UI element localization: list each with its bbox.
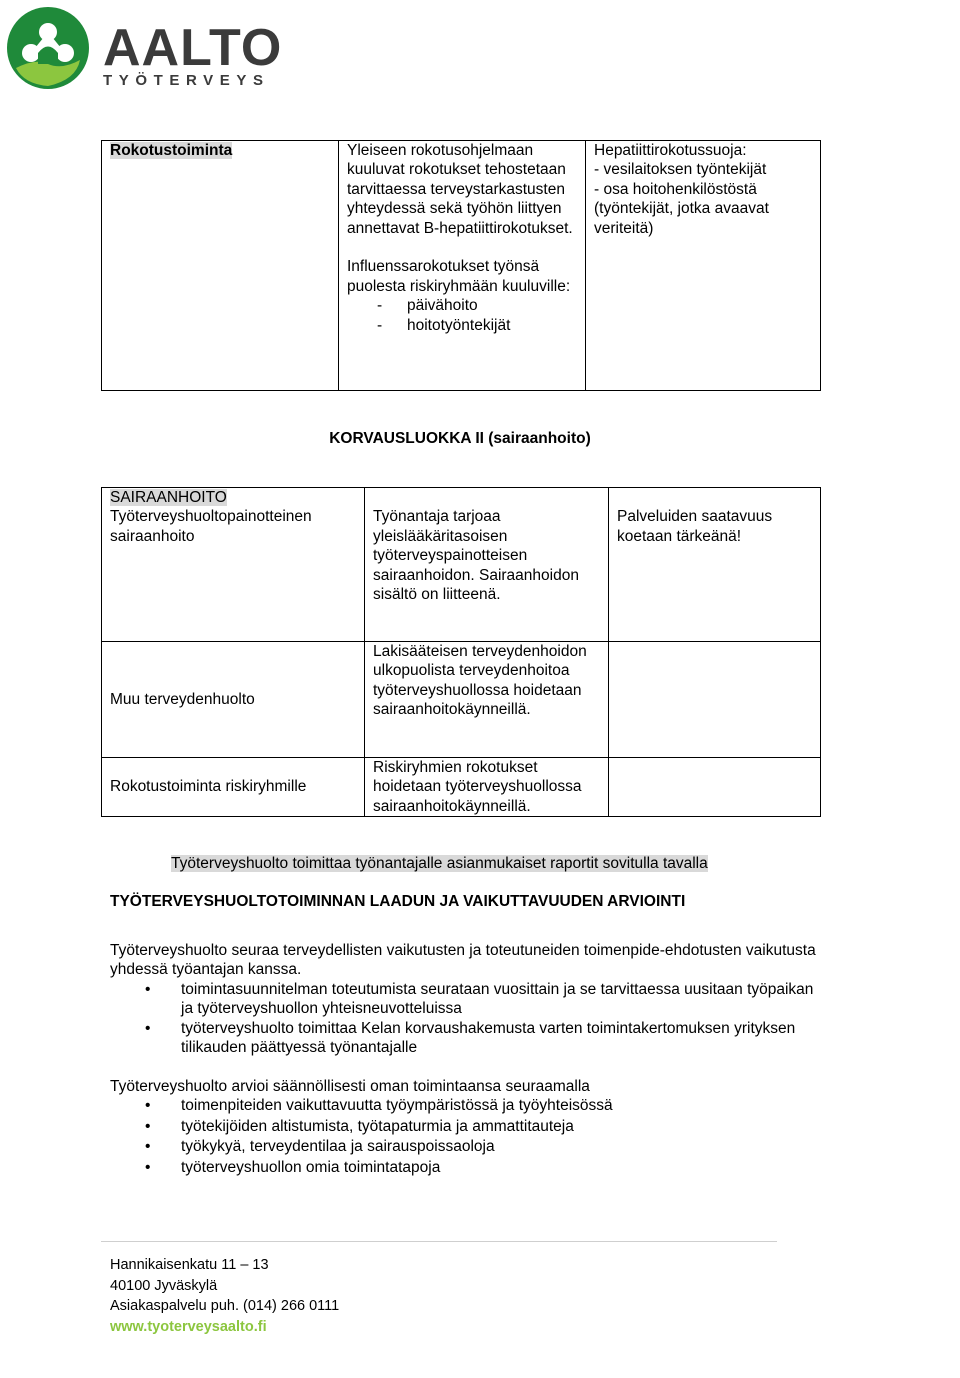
follow-up-section <box>110 941 830 1057</box>
hepatitis-line: - osa hoitohenkilöstöstä (työntekijät, jotka avaavat veriteitä) <box>594 180 769 237</box>
hepatitis-line: Hepatiittirokotussuoja: <box>594 142 747 159</box>
vaccination-description-cell <box>339 141 586 391</box>
list-item: • työterveyshuolto toimittaa Kelan korvaushakemusta varten toimintakertomuksen yrityksen tilikauden päättyessä työnantajalle <box>145 1019 796 1057</box>
footer-website-link[interactable]: www.tyoterveysaalto.fi <box>110 1318 267 1335</box>
row-label: Työterveyshuoltopainotteinen sairaanhoito <box>110 508 312 545</box>
list-item: • työtekijöiden altistumista, työtapaturmia ja ammattitauteja <box>145 1117 574 1135</box>
list-item: • toimintasuunnitelman toteutumista seurataan vuosittain ja se tarvittaessa uusitaan työpaikan ja työterveyshuollon yhteisneuvotteluissa <box>145 980 814 1018</box>
aalto-logo-icon <box>6 6 90 90</box>
evaluation-intro: Työterveyshuolto arvioi säännöllisesti oman toimintaansa seuraamalla <box>110 1078 590 1095</box>
list-item: • työkykyä, terveydentilaa ja sairauspoissaoloja <box>145 1138 495 1156</box>
footer-address: Hannikaisenkatu 11 – 13 <box>110 1257 269 1273</box>
row-description: Lakisääteisen terveydenhoidon ulkopuolista terveydenhoitoa työterveyshuollossa hoidetaan sairaanhoitokäynneillä. <box>373 643 587 719</box>
footer-phone: Asiakaspalvelu puh. (014) 266 0111 <box>110 1298 340 1315</box>
logo-wordmark: AALTO <box>103 19 283 77</box>
table-row <box>102 758 821 817</box>
list-item: • toimenpiteiden vaikuttavuutta työympäristössä ja työyhteisössä <box>145 1097 613 1115</box>
row-note: Palveluiden saatavuus koetaan tärkeänä! <box>617 508 773 545</box>
footer-city: 40100 Jyväskylä <box>110 1277 218 1294</box>
influenza-group-list <box>347 296 577 335</box>
logo-subtitle: TYÖTERVEYS <box>103 72 270 89</box>
vaccination-title: Rokotustoiminta <box>110 142 233 159</box>
footer <box>110 1255 339 1337</box>
hepatitis-line: - vesilaitoksen työntekijät <box>594 161 767 179</box>
row-label: Rokotustoiminta riskiryhmille <box>110 778 307 796</box>
sairaanhoito-table <box>101 487 821 817</box>
section-heading-korvausluokka: KORVAUSLUOKKA II (sairaanhoito) <box>329 430 591 447</box>
vaccination-table <box>101 140 821 391</box>
report-statement: Työterveyshuolto toimittaa työnantajalle asianmukaiset raportit sovitulla tavalla <box>171 855 708 872</box>
quality-section-heading: TYÖTERVEYSHUOLTOTOIMINNAN LAADUN JA VAIKUTTAVUUDEN ARVIOINTI <box>110 893 686 910</box>
row-description: Työnantaja tarjoaa yleislääkäritasoisen työterveyspainotteisen sairaanhoidon. Sairaanhoidon sisältö on liitteenä. <box>373 508 579 604</box>
follow-up-intro: Työterveyshuolto seuraa terveydellisten vaikutusten ja toteutuneiden toimenpide-ehdotusten vaikutusta yhdessä työantajan kanssa. <box>110 942 816 979</box>
list-item: • työterveyshuollon omia toimintatapoja <box>145 1158 441 1176</box>
vaccination-paragraph-1: Yleiseen rokotusohjelmaan kuuluvat rokotukset tehostetaan tarvittaessa terveystarkastusten yhteydessä sekä työhön liittyen annettavat B-hepatiittirokotukset. <box>347 142 573 237</box>
evaluation-section <box>110 1077 830 1178</box>
hepatitis-cell <box>586 141 821 391</box>
vaccination-paragraph-2: Influenssarokotukset työnsä puolesta riskiryhmään kuuluville: <box>347 258 571 295</box>
footer-divider <box>101 1241 777 1242</box>
list-item: - hoitotyöntekijät <box>377 316 511 334</box>
sairaanhoito-title: SAIRAANHOITO <box>110 489 227 506</box>
table-row <box>102 642 821 758</box>
table-row <box>102 488 821 642</box>
row-description: Riskiryhmien rokotukset hoidetaan työterveyshuollossa sairaanhoitokäynneillä. <box>373 759 582 815</box>
vaccination-label-cell <box>102 141 339 391</box>
row-label: Muu terveydenhuolto <box>110 690 255 708</box>
list-item: - päivähoito <box>377 297 478 315</box>
